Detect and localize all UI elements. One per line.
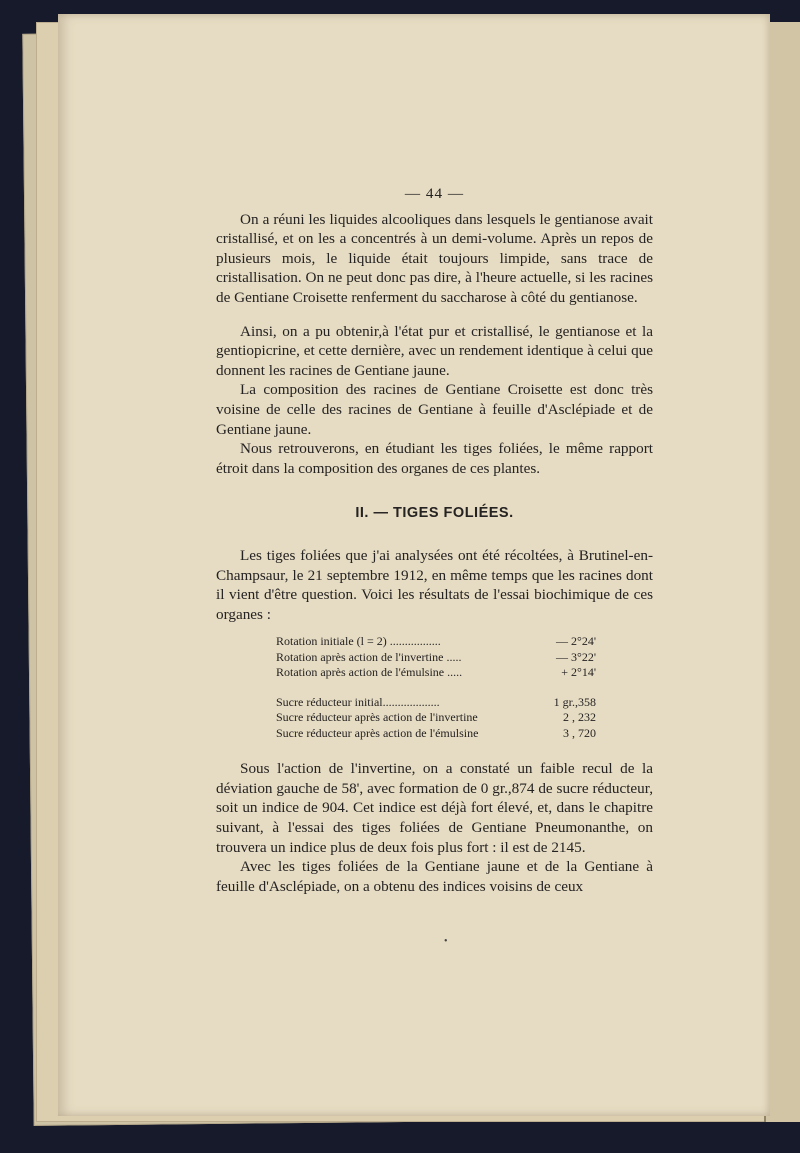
page-number: — 44 — bbox=[404, 185, 465, 202]
paragraph: Avec les tiges foliées de la Gentiane jaune et de la Gentiane à feuille d'Asclépiade, on a obtenu des indices voisins de ceux bbox=[216, 858, 653, 895]
paragraph: On a réuni les liquides alcooliques dans lesquels le gentianose avait cristallisé, et on les a concentrés à un demi-volume. Après un repos de plusieurs mois, le liquide était toujours limpide, sans trace de cristallisation. On ne peut donc pas dire, à l'heure actuelle, si les racines de Gentiane Croisette renferment du saccharose à côté du gentianose. bbox=[216, 210, 653, 306]
row-value: — 2°24' bbox=[556, 634, 596, 649]
table-row bbox=[276, 665, 596, 681]
paragraph: Sous l'action de l'invertine, on a constaté un faible recul de la déviation gauche de 58', avec formation de 0 gr.,874 de sucre réducteur, soit un indice de 904. Cet indice est déjà fort élevé, et, dans le chapitre suivant, à l'essai des tiges foliées de Gentiane Pneumonanthe, on trouvera un indice plus de deux fois plus fort : il est de 2145. bbox=[216, 760, 653, 856]
paragraph: Ainsi, on a pu obtenir,à l'état pur et cristallisé, le gentianose et la gentiopicrine, et cette dernière, avec un rendement identique à celui que donnent les racines de Gentiane jaune. bbox=[216, 322, 653, 379]
row-value: + 2°14' bbox=[561, 665, 596, 680]
section-heading: II. — TIGES FOLIÉES. bbox=[355, 505, 514, 522]
table-row bbox=[276, 650, 596, 666]
row-label: Rotation après action de l'émulsine ..... bbox=[276, 665, 463, 680]
paragraph: La composition des racines de Gentiane Croisette est donc très voisine de celle des racines de Gentiane à feuille d'Asclépiade et de Gentiane jaune. bbox=[216, 381, 653, 438]
row-label: Sucre réducteur après action de l'invertine bbox=[276, 710, 478, 725]
row-label: Sucre réducteur initial................... bbox=[276, 694, 440, 709]
row-value: — 3°22' bbox=[556, 649, 596, 664]
row-label: Rotation après action de l'invertine ..... bbox=[276, 649, 462, 664]
row-value: 3 , 720 bbox=[563, 725, 596, 740]
paragraph: Les tiges foliées que j'ai analysées ont été récoltées, à Brutinel-en-Champsaur, le 21 septembre 1912, en même temps que les racines dont il vient d'être question. Voici les résultats de l'essai biochimique de ces organes : bbox=[216, 546, 653, 623]
table-row bbox=[276, 695, 596, 711]
paragraph: Nous retrouverons, en étudiant les tiges foliées, le même rapport étroit dans la composition des organes de ces plantes. bbox=[216, 440, 653, 477]
table-row bbox=[276, 634, 596, 650]
table-row bbox=[276, 726, 596, 742]
page-content bbox=[216, 184, 653, 896]
row-label: Rotation initiale (l = 2) ................. bbox=[276, 634, 441, 649]
row-value: 1 gr.,358 bbox=[553, 694, 596, 709]
rotation-table bbox=[276, 634, 596, 741]
book-page bbox=[58, 14, 770, 1116]
table-row bbox=[276, 710, 596, 726]
row-label: Sucre réducteur après action de l'émulsine bbox=[276, 725, 479, 740]
row-value: 2 , 232 bbox=[563, 710, 596, 725]
footer-mark: • bbox=[444, 936, 448, 947]
